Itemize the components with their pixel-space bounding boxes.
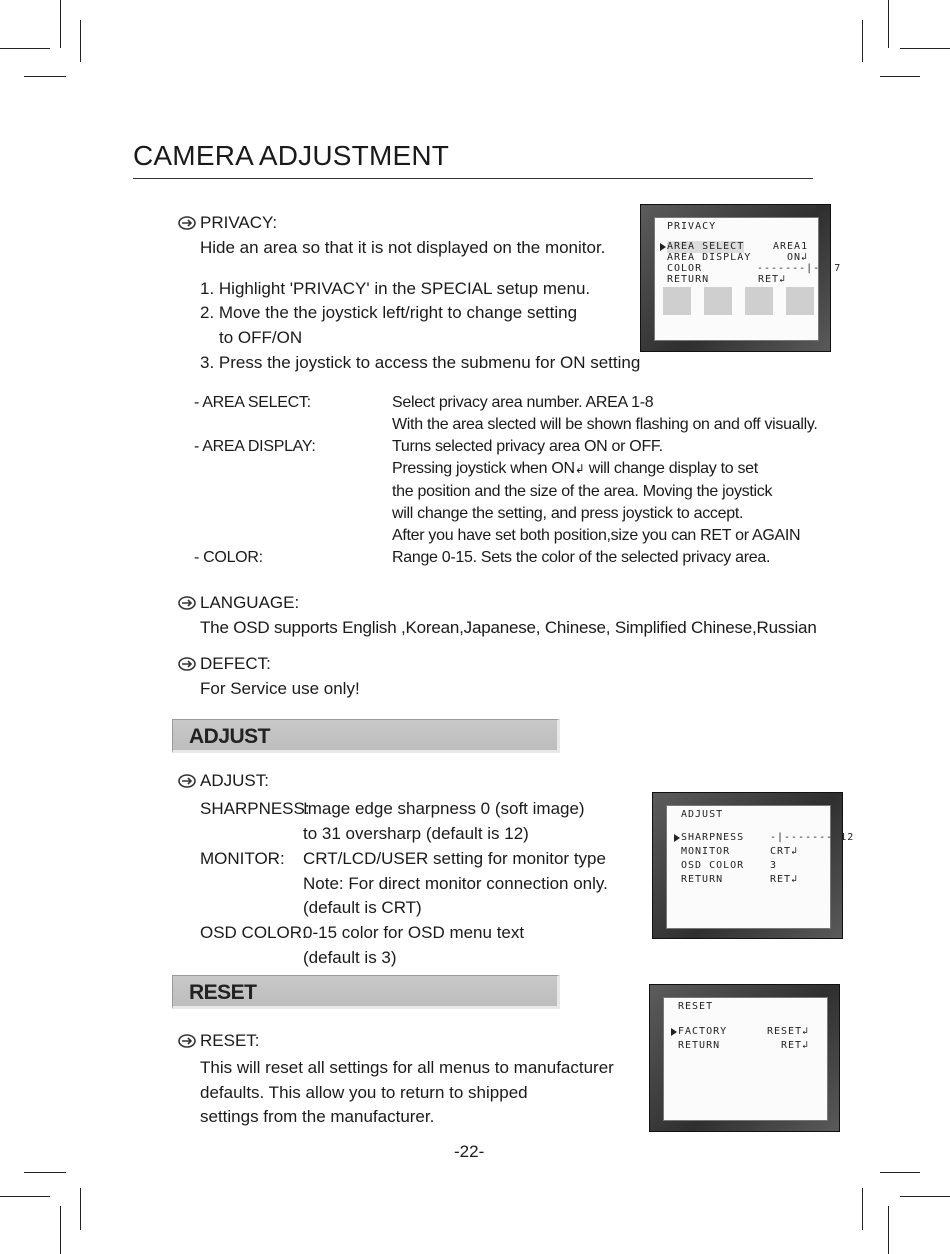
crop-mark [880, 76, 920, 77]
osd-row-label: COLOR [667, 263, 703, 274]
reset-osd-screenshot [649, 984, 840, 1132]
osd-row-value: -|------- 12 [770, 832, 855, 843]
privacy-mask-block [704, 287, 732, 315]
osd-title: PRIVACY [667, 221, 717, 232]
language-text: The OSD supports English ,Korean,Japanese, Chinese, Simplified Chinese,Russian [200, 618, 817, 637]
osd-row-value: -------|- 7 [757, 263, 842, 274]
param-desc: Select privacy area number. AREA 1-8 [392, 394, 654, 411]
privacy-heading: PRIVACY: [200, 213, 278, 232]
enter-icon: ↲ [801, 252, 809, 263]
osd-row-label: MONITOR [681, 846, 731, 857]
osd-row-label: AREA SELECT [667, 241, 745, 252]
osd-title: ADJUST [681, 809, 724, 820]
language-heading: LANGUAGE: [200, 593, 300, 612]
adjust-item-name: OSD COLOR: [200, 923, 307, 942]
page-number: -22- [454, 1142, 485, 1161]
cursor-pointer-icon [674, 834, 680, 842]
crop-mark [900, 48, 950, 49]
section-bar-label: ADJUST [189, 725, 271, 748]
title-divider [133, 178, 813, 179]
cursor-pointer-icon [660, 243, 666, 251]
crop-mark [24, 76, 66, 77]
adjust-item-desc: Note: For direct monitor connection only. [303, 874, 608, 893]
enter-icon: ↲ [791, 874, 799, 885]
crop-mark [862, 1188, 863, 1230]
reset-text: defaults. This allow you to return to shipped [200, 1083, 528, 1102]
enter-icon: ↲ [802, 1026, 810, 1037]
adjust-item-desc: CRT/LCD/USER setting for monitor type [303, 849, 606, 868]
param-desc: will change the setting, and press joystick to accept. [392, 505, 744, 522]
osd-value-text: RET [781, 1040, 803, 1051]
arrow-bullet-icon [178, 774, 196, 788]
osd-row-value [767, 1026, 809, 1038]
param-desc: Range 0-15. Sets the color of the selected privacy area. [392, 549, 771, 566]
osd-row-value [781, 1040, 809, 1052]
section-bar-label: RESET [189, 981, 257, 1004]
crop-mark [862, 20, 863, 62]
privacy-step: 1. Highlight 'PRIVACY' in the SPECIAL setup menu. [200, 279, 591, 298]
osd-row-label: RETURN [667, 274, 710, 285]
privacy-step: 2. Move the the joystick left/right to change setting [200, 303, 578, 322]
param-desc: With the area slected will be shown flashing on and off visually. [392, 416, 818, 433]
privacy-step: 3. Press the joystick to access the submenu for ON setting [200, 353, 641, 372]
crop-mark [80, 1188, 81, 1230]
enter-icon: ↲ [779, 274, 787, 285]
osd-row-value: AREA1 [773, 241, 809, 252]
reset-text: settings from the manufacturer. [200, 1107, 435, 1126]
reset-text: This will reset all settings for all menus to manufacturer [200, 1058, 614, 1077]
crop-mark [60, 0, 61, 48]
osd-row-label: RETURN [678, 1040, 721, 1051]
osd-row-label: OSD COLOR [681, 860, 745, 871]
defect-text: For Service use only! [200, 679, 360, 698]
crop-mark [880, 1172, 920, 1173]
adjust-item-name: SHARPNESS: [200, 799, 310, 818]
osd-row-value [758, 274, 786, 286]
param-desc [392, 457, 758, 481]
cursor-pointer-icon [671, 1028, 677, 1036]
defect-heading: DEFECT: [200, 654, 271, 673]
arrow-bullet-icon [178, 1034, 196, 1048]
osd-row-label: AREA DISPLAY [667, 252, 752, 263]
page-title: CAMERA ADJUSTMENT [133, 140, 450, 171]
adjust-item-desc: (default is CRT) [303, 898, 422, 917]
osd-value-text: ON [787, 252, 802, 263]
osd-value-text: CRT [770, 846, 792, 857]
osd-row-label: FACTORY [678, 1026, 728, 1037]
osd-row-value [770, 846, 798, 858]
privacy-step: to OFF/ON [219, 328, 303, 347]
adjust-item-desc: Image edge sharpness 0 (soft image) [303, 799, 585, 818]
param-name: - AREA DISPLAY: [194, 438, 316, 455]
param-desc: After you have set both position,size you can RET or AGAIN [392, 527, 801, 544]
privacy-mask-block [663, 287, 691, 315]
reset-section-bar [172, 975, 560, 1009]
param-name: - COLOR: [194, 549, 263, 566]
crop-mark [60, 1206, 61, 1254]
osd-value-text: RET [770, 874, 792, 885]
reset-heading: RESET: [200, 1031, 260, 1050]
adjust-item-name: MONITOR: [200, 849, 285, 868]
privacy-mask-block [745, 287, 773, 315]
adjust-heading: ADJUST: [200, 771, 269, 790]
crop-mark [0, 1196, 50, 1197]
privacy-osd-screenshot [640, 204, 842, 352]
crop-mark [888, 1206, 889, 1254]
param-desc: Turns selected privacy area ON or OFF. [392, 438, 663, 455]
osd-screen [663, 997, 828, 1121]
adjust-item-desc: (default is 3) [303, 948, 397, 967]
osd-row-label: SHARPNESS [681, 832, 745, 843]
crop-mark [80, 20, 81, 62]
crop-mark [24, 1172, 66, 1173]
enter-icon: ↲ [574, 462, 585, 476]
osd-row-label: RETURN [681, 874, 724, 885]
arrow-bullet-icon [178, 657, 196, 671]
crop-mark [888, 0, 889, 48]
param-desc-part: Pressing joystick when ON [392, 460, 575, 477]
osd-row-value: 3 [770, 860, 778, 871]
crop-mark [900, 1196, 950, 1197]
privacy-mask-block [786, 287, 814, 315]
adjust-osd-screenshot [652, 792, 855, 939]
crop-mark [0, 48, 50, 49]
arrow-bullet-icon [178, 216, 196, 230]
param-desc: the position and the size of the area. Moving the joystick [392, 483, 773, 500]
enter-icon: ↲ [802, 1040, 810, 1051]
adjust-section-bar [172, 719, 560, 753]
param-desc-part: will change display to set [588, 460, 758, 477]
enter-icon: ↲ [791, 846, 799, 857]
param-name: - AREA SELECT: [194, 394, 311, 411]
osd-value-text: RET [758, 274, 780, 285]
privacy-intro: Hide an area so that it is not displayed on the monitor. [200, 238, 606, 257]
osd-value-text: RESET [767, 1026, 803, 1037]
osd-title: RESET [678, 1001, 714, 1012]
osd-row-value [770, 874, 798, 886]
adjust-item-desc: to 31 oversharp (default is 12) [303, 824, 529, 843]
arrow-bullet-icon [178, 596, 196, 610]
adjust-item-desc: 0-15 color for OSD menu text [303, 923, 525, 942]
